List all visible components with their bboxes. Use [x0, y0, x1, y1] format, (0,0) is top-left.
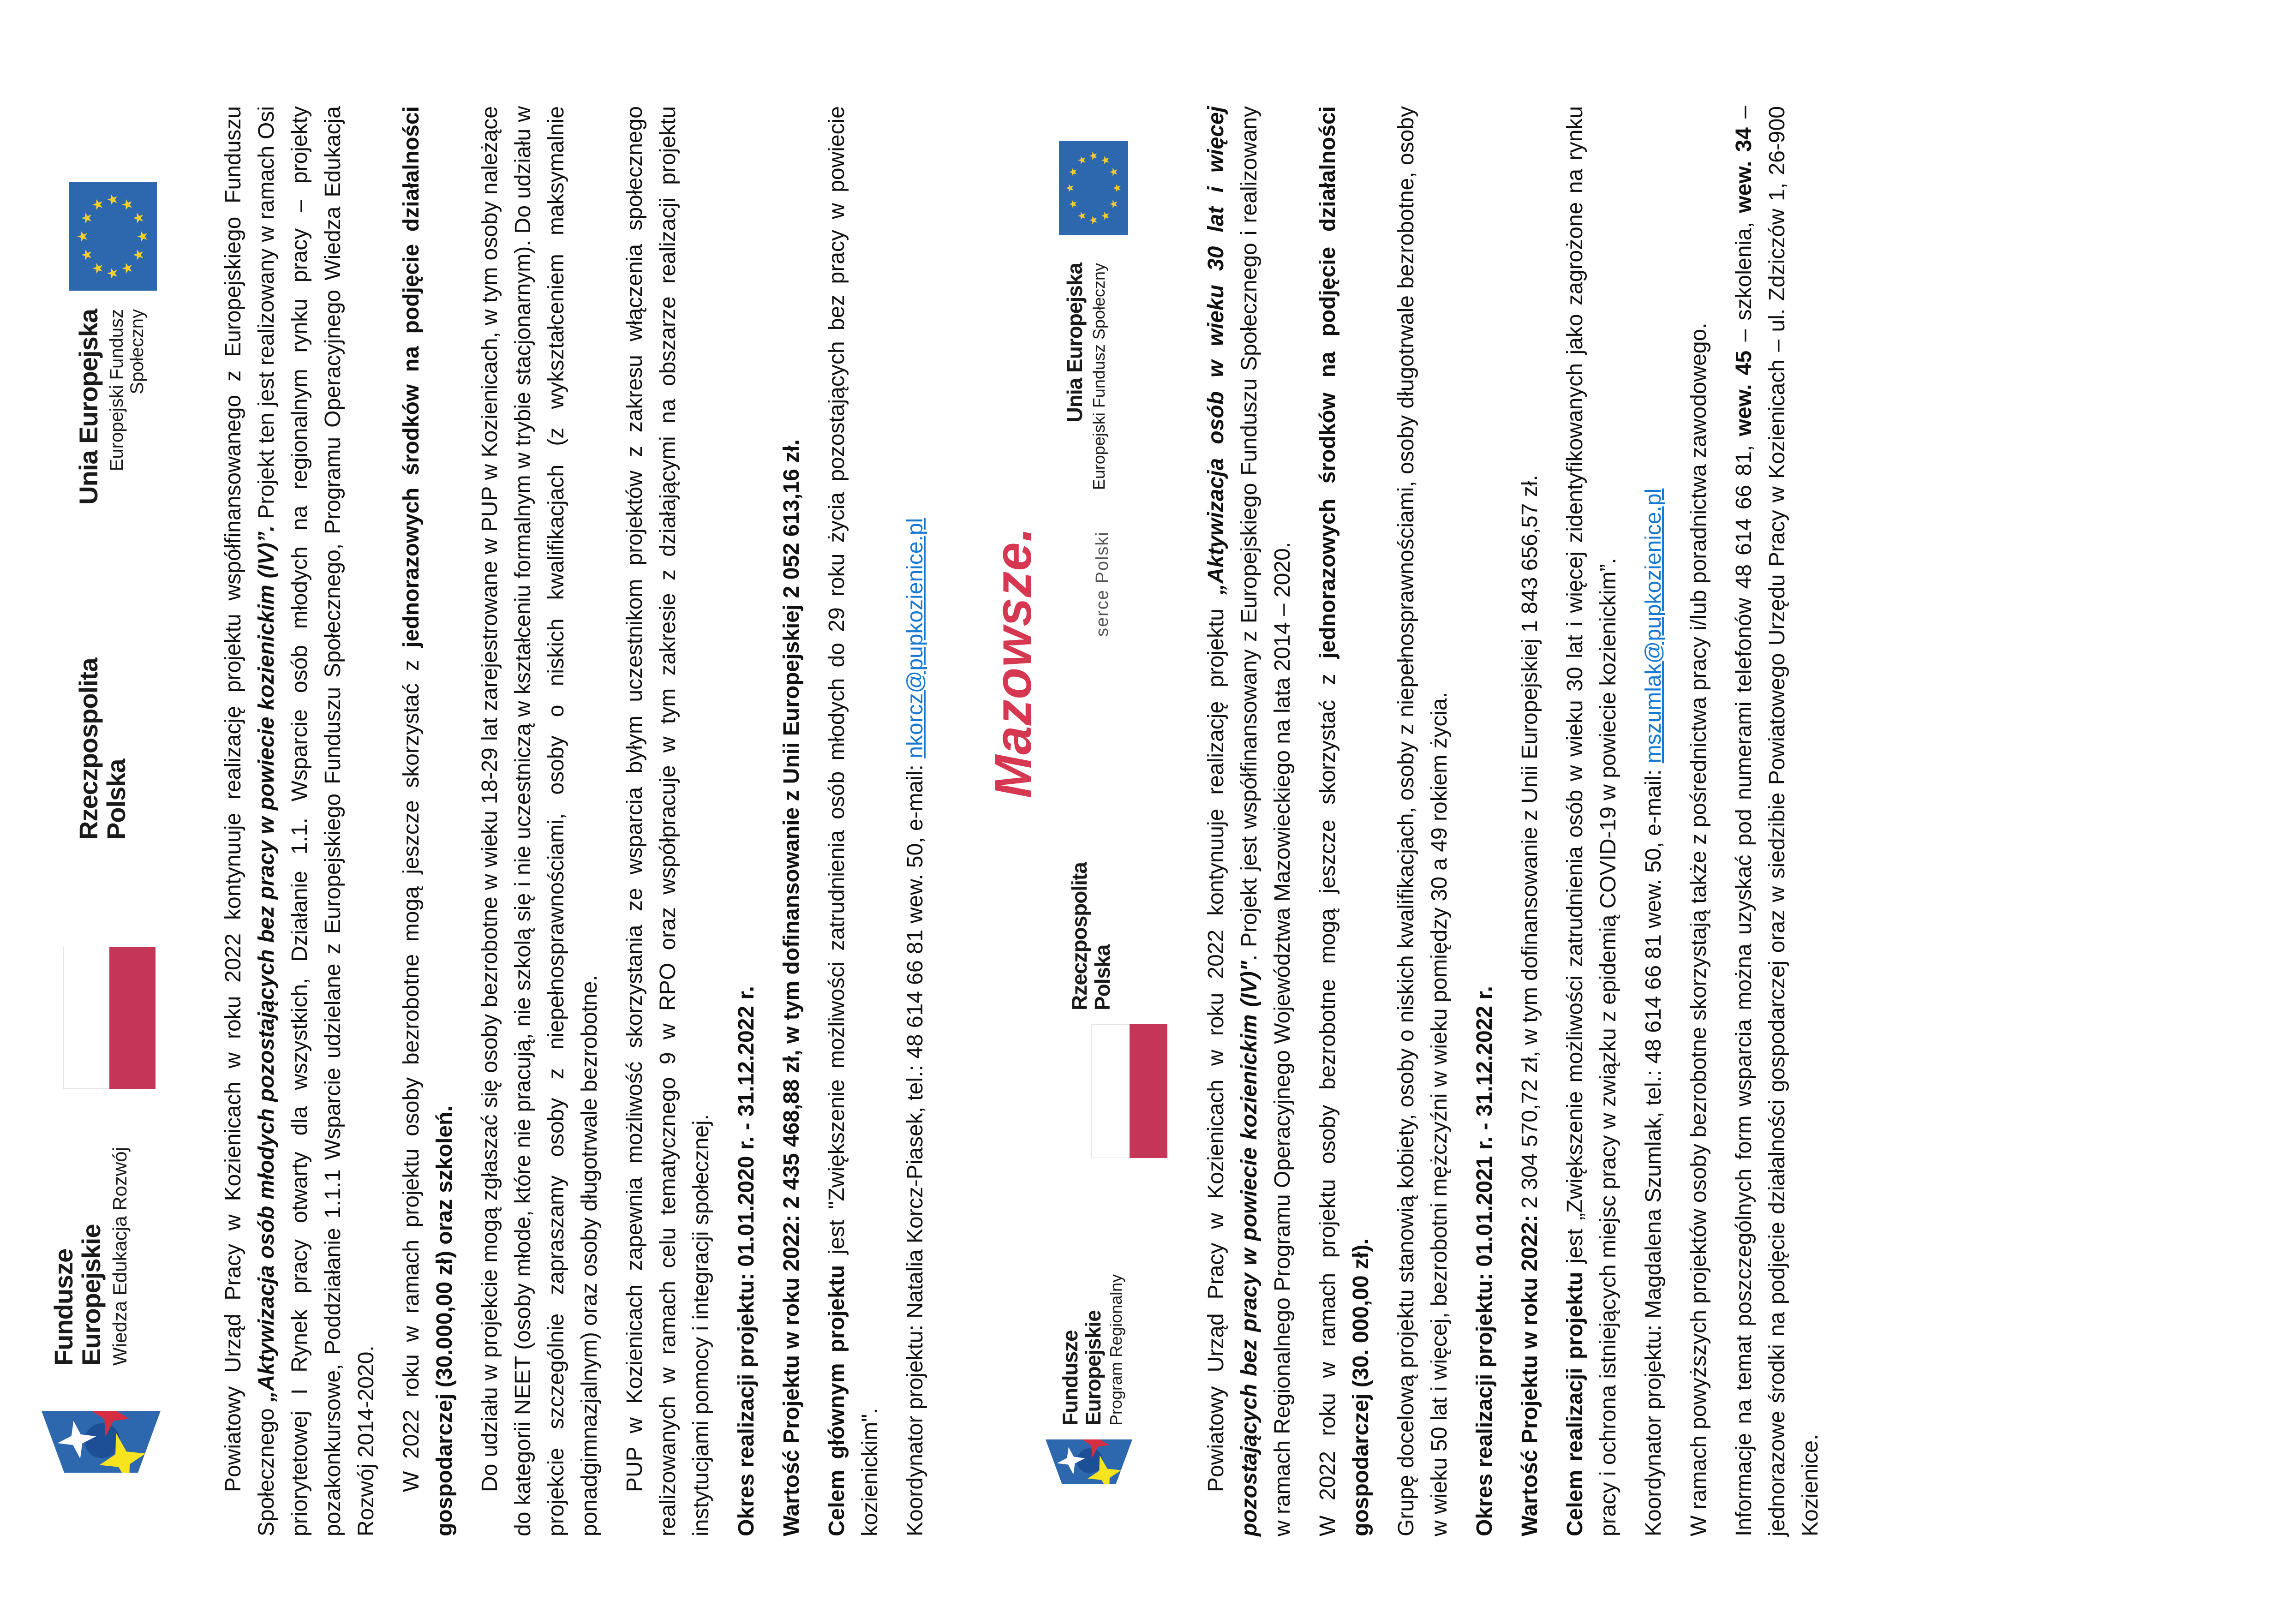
paragraph: [1311, 106, 1378, 1536]
eu-star-icon: ★: [90, 262, 106, 275]
eu-star-icon: ★: [120, 262, 136, 275]
eu-star-icon: ★: [1111, 183, 1123, 193]
eu-star-icon: ★: [1087, 151, 1100, 161]
eu-flag-cloth: [1059, 141, 1128, 235]
paragraph: [473, 106, 606, 1536]
text-run: jest „Zwiększenie możliwości zatrudnienia osób w wieku 30 lat i więcej zidentyfikowanych jako zagrożone na rynku pracy i ochrona istniejących miejsc pracy w związku z epidemią COVID-19 w powiecie kozienickim”.: [1563, 106, 1620, 1536]
paragraph: [395, 106, 461, 1536]
eu-star-icon: ★: [1107, 199, 1120, 209]
paragraph: [618, 106, 718, 1536]
eu-star-icon: ★: [90, 198, 106, 211]
text-run: Okres realizacji projektu: 01.01.2020 r. - 31.12.2022 r.: [734, 986, 759, 1536]
text-run: W 2022 roku w ramach projektu osoby bezrobotne mogą jeszcze skorzystać z: [1315, 658, 1340, 1536]
logo-title: Polska: [102, 759, 131, 840]
text-run: PUP w Kozienicach zapewnia możliwość skorzystania ze wsparcia byłym uczestnikom projektów z zakresu włączenia społecznego realizowanych w ramach celu tematycznego 9 w RPO oraz współpracuje w tym zakresie z działającymi na obszarze realizacji projektu instytucjami pomocy i integracji społecznej.: [622, 106, 713, 1536]
eu-star-icon: ★: [131, 249, 146, 261]
logo-title: Polska: [1090, 944, 1114, 1010]
text-run: W ramach powyższych projektów osoby bezrobotne skorzystają także z pośrednictwa pracy i/lub poradnictwa zawodowego.: [1686, 322, 1711, 1536]
eu-star-icon: ★: [1099, 155, 1111, 165]
email-link[interactable]: mszumlak@pupkozienice.pl: [1641, 488, 1666, 764]
text-run: Celem realizacji projektu: [1563, 1263, 1587, 1536]
text-run: Celem głównym projektu: [825, 1254, 849, 1536]
logo-subtitle: Wiedza Edukacja Rozwój: [108, 1147, 131, 1366]
eu-star-icon: ★: [131, 212, 146, 225]
text-run: Powiatowy Urząd Pracy w Kozienicach w roku 2022 kontynuuje realizację projektu: [1204, 594, 1228, 1492]
mazowsze-logo-subtitle: serce Polski: [1093, 531, 1112, 637]
text-run: Koordynator projektu: Magdalena Szumlak, tel.: 48 614 66 81 wew. 50, e-mail:: [1641, 763, 1666, 1536]
text-run: 2 435 468,88 zł, w tym dofinansowanie z Unii Europejskiej 2 052 613,16 zł.: [779, 439, 804, 1209]
eu-flag-icon: [1059, 141, 1128, 235]
eu-star-icon: ★: [120, 198, 136, 211]
poland-flag-icon: [63, 947, 155, 1089]
logo-subtitle: Europejski Fundusz Społeczny: [107, 309, 147, 472]
eu-star-icon: ★: [75, 230, 91, 243]
text-run: jednorazowych środków na podjęcie działalności gospodarczej (30. 000,00 zł).: [1315, 106, 1373, 1536]
eu-star-icon: ★: [1067, 199, 1079, 209]
paragraph: [1390, 106, 1456, 1536]
paragraph: [1468, 106, 1501, 1536]
eu-star-icon: ★: [135, 230, 150, 243]
text-run: – szkolenia,: [1732, 213, 1756, 351]
paragraph: [730, 106, 763, 1536]
text-run: „Aktywizacja osób w wieku 30 lat i więcej pozostających bez pracy w powiecie kozienickim (IV)": [1204, 106, 1262, 1536]
text-run: W 2022 roku w ramach projektu osoby bezrobotne mogą jeszcze skorzystać z: [399, 647, 424, 1492]
text-run: Okres realizacji projektu: 01.01.2021 r. - 31.12.2022 r.: [1472, 986, 1497, 1536]
poland-flag-icon: [1091, 1024, 1167, 1158]
eu-star-icon: ★: [1076, 211, 1088, 221]
paragraph: [1200, 106, 1299, 1536]
flag-red-stripe: [109, 947, 155, 1089]
logo-subtitle: Program Regionalny: [1106, 1274, 1126, 1426]
eu-star-icon: ★: [105, 193, 120, 206]
unia-europejska-logo: [1064, 263, 1108, 503]
logo-title: Rzeczpospolita: [74, 658, 103, 840]
text-run: Projekt ten jest realizowany w ramach Osi priorytetowej I Rynek pracy otwarty dla wszystkich, Działanie 1.1. Wsparcie osób młodych na regionalnym rynku pracy – projekty pozakonkursowe, Poddziałanie 1.1.1 Wsparcie udzielane z Europejskiego Funduszu Społecznego, Programu Operacyjnego Wiedza Edukacja Rozwój 2014-2020.: [254, 106, 378, 1536]
logo-title: Unia Europejska: [74, 309, 103, 505]
text-run: – jednorazowe środki na podjęcie działalności gospodarczej oraz w siedzibie Powiatowego Urzędu Pracy w Kozienicach – ul. Zdziczów 1, 26-900 Kozienice.: [1732, 106, 1823, 1536]
text-run: Do udziału w projekcie mogą zgłaszać się osoby bezrobotne w wieku 18-29 lat zarejestrowane w PUP w Kozienicach, w tym osoby należące do kategorii NEET (osoby młode, które nie pracują, nie szkolą się i nie uczestniczą w kształceniu formalnym w trybie stacjonarnym). Do udziału w projekcie szczególnie zapraszamy osoby z niepełnosprawnościami, osoby o niskich kwalifikacjach (z wykształceniem maksymalnie ponadgimnazjalnym) oraz osoby długotrwale bezrobotne.: [478, 106, 602, 1536]
logo-title: Unia Europejska: [1063, 263, 1087, 423]
paragraph: [775, 106, 808, 1536]
text-run: wew. 34: [1732, 127, 1756, 213]
text-run: 2 304 570,72 zł, w tym dofinansowanie z Unii Europejskiej 1 843 656,57 zł.: [1518, 475, 1542, 1209]
text-run: wew. 45: [1732, 350, 1756, 436]
paragraph: [820, 106, 887, 1536]
eu-star-icon: ★: [1067, 167, 1079, 177]
email-link[interactable]: nkorcz@pupkozienice.pl: [903, 518, 927, 758]
section2-body: [1200, 106, 1839, 1536]
flag-white-stripe: [63, 947, 109, 1089]
flag-red-stripe: [1130, 1024, 1168, 1158]
section1-body: [217, 106, 944, 1536]
flag-white-stripe: [1091, 1024, 1130, 1158]
eu-star-icon: ★: [79, 212, 95, 225]
text-run: jest "Zwiększenie możliwości zatrudnienia osób młodych do 29 roku życia pozostających bez pracy w powiecie kozienickim".: [825, 106, 882, 1536]
paragraph: [217, 106, 383, 1536]
fundusze-europejskie-wer-logo: [50, 1147, 130, 1366]
text-run: Informacje na temat poszczególnych form wsparcia można uzyskać pod numerami telefonów 48 614 66 81,: [1732, 436, 1756, 1536]
text-run: Wartość Projektu w roku 2022:: [779, 1208, 804, 1536]
paragraph: [1728, 106, 1827, 1536]
text-run: Powiatowy Urząd Pracy w Kozienicach w roku 2022 kontynuuje realizację projektu współfinansowanego z Europejskiego Funduszu Społecznego: [221, 106, 279, 1536]
eu-star-icon: ★: [79, 249, 95, 261]
paragraph: [899, 106, 932, 1536]
paragraph: [1513, 106, 1547, 1536]
text-run: jednorazowych środków na podjęcie działalności gospodarczej (30.000,00 zł) oraz szkoleń.: [399, 106, 457, 1536]
rzeczpospolita-polska-logo: [75, 658, 131, 840]
eu-star-icon: ★: [1064, 183, 1076, 193]
paragraph: [1559, 106, 1625, 1536]
logo-title: Europejskie: [1081, 1310, 1105, 1426]
text-run: „Aktywizacja osób młodych pozostających bez pracy w powiecie kozienickim (IV)”.: [254, 525, 279, 1402]
text-run: Koordynator projektu: Natalia Korcz-Piasek, tel.: 48 614 66 81 wew. 50, e-mail:: [903, 758, 927, 1536]
logo-subtitle: Europejski Fundusz Społeczny: [1089, 263, 1108, 490]
fundusze-europejskie-pr-logo: [1059, 1274, 1125, 1426]
paragraph: [1682, 106, 1716, 1536]
eu-star-icon: ★: [1076, 155, 1088, 165]
rzeczpospolita-polska-logo: [1068, 862, 1114, 1010]
eu-star-icon: ★: [1107, 167, 1120, 177]
text-run: Wartość Projektu w roku 2022:: [1518, 1208, 1542, 1536]
logo-title: Rzeczpospolita: [1067, 862, 1091, 1010]
logo-title: Fundusze: [49, 1248, 78, 1366]
eu-star-icon: ★: [1099, 211, 1111, 221]
logo-title: Fundusze: [1058, 1330, 1082, 1426]
mazowsze-logo: Mazowsze.: [984, 527, 1042, 798]
text-run: . Projekt jest współfinansowany z Europejskiego Funduszu Społecznego i realizowany w ramach Regionalnego Programu Operacyjnego Województwa Mazowieckiego na lata 2014 – 2020.: [1237, 106, 1295, 1536]
text-run: Grupę docelową projektu stanowią kobiety, osoby o niskich kwalifikacjach, osoby z niepełnosprawnościami, osoby długotrwale bezrobotne, osoby w wieku 50 lat i więcej, bezrobotni mężczyźni w wieku pomiędzy 30 a 49 rokiem życia.: [1394, 106, 1452, 1536]
unia-europejska-logo: [75, 309, 147, 549]
logo-title: Europejskie: [77, 1224, 106, 1366]
paragraph: [1637, 106, 1670, 1536]
eu-flag-cloth: [69, 182, 157, 291]
eu-star-icon: ★: [1087, 215, 1100, 225]
eu-star-icon: ★: [105, 267, 120, 280]
eu-flag-icon: [69, 182, 157, 291]
